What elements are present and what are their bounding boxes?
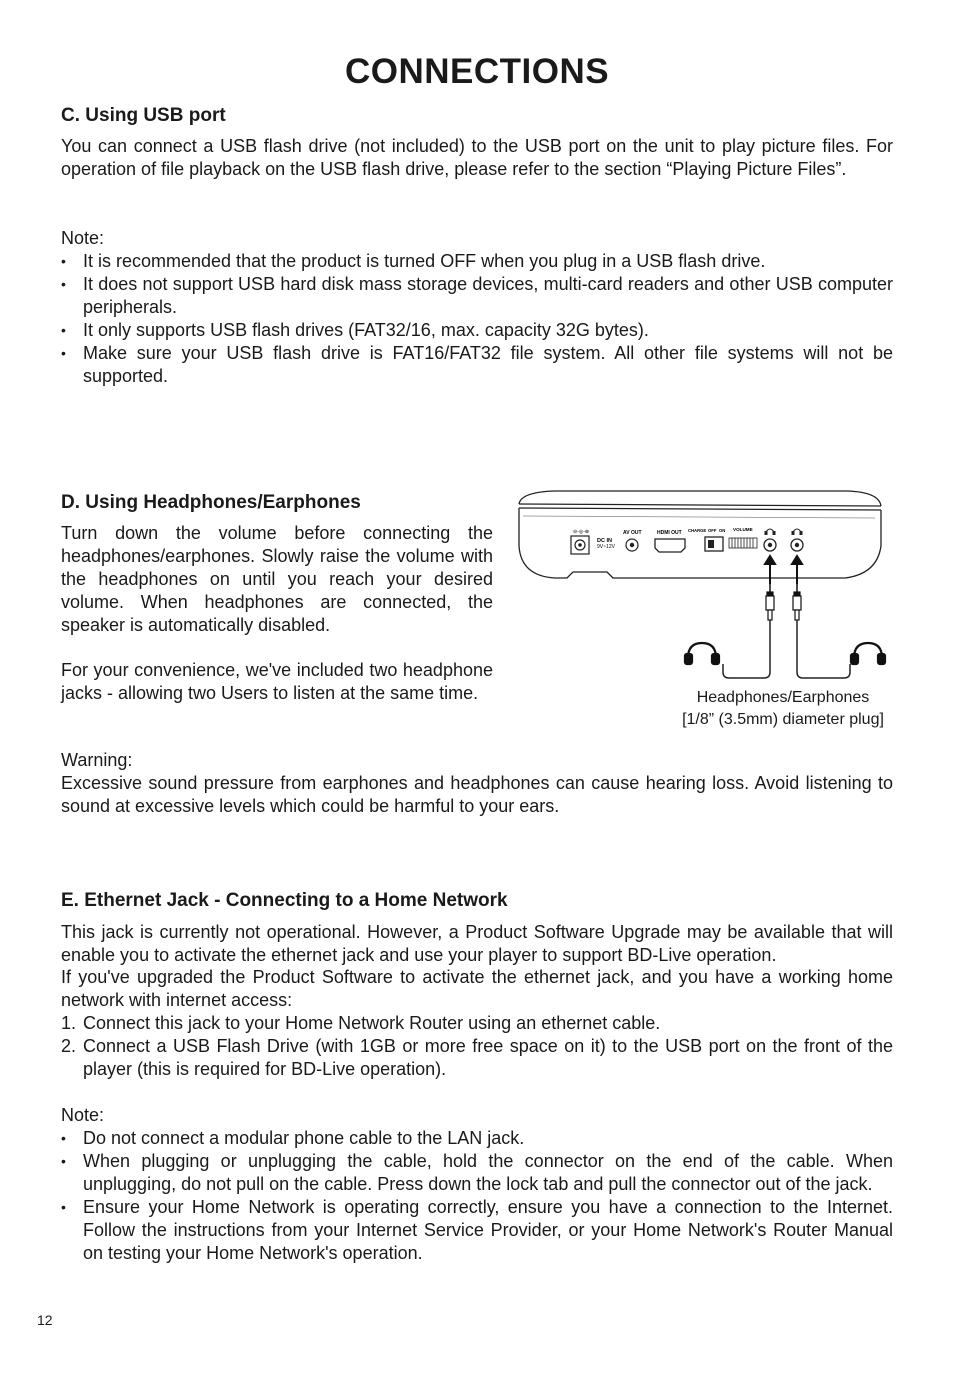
headphones-icon-right bbox=[851, 643, 885, 664]
headphones-paragraph-volume: Turn down the volume before connecting the headphones/earphones. Slowly raise the volume with the headphones on until you reach your desired volume. When headphones are connected, the speaker is automatically disabled. bbox=[61, 523, 493, 635]
ethernet-paragraph-upgrade: If you've upgraded the Product Software to activate the ethernet jack, and you have a working home network with internet access: bbox=[61, 967, 893, 1010]
usb-section-heading: C. Using USB port bbox=[61, 105, 226, 126]
diagram-caption-plug: [1/8” (3.5mm) diameter plug] bbox=[682, 711, 884, 728]
charge-label: CHARGE bbox=[688, 528, 707, 533]
step-text: Connect this jack to your Home Network Router using an ethernet cable. bbox=[83, 1013, 661, 1033]
usb-intro-paragraph: You can connect a USB flash drive (not included) to the USB port on the unit to play picture files. For operation of file playback on the USB flash drive, please refer to the section “Playing Picture Files”. bbox=[61, 136, 893, 179]
earphone-cable-1 bbox=[723, 620, 770, 678]
ethernet-notes-list bbox=[61, 1127, 893, 1265]
dc-in-jack bbox=[571, 529, 589, 554]
list-item: • Do not connect a modular phone cable to the LAN jack. bbox=[61, 1127, 893, 1150]
dc-in-label: DC IN bbox=[597, 538, 612, 544]
arrow-up-icon bbox=[765, 556, 802, 584]
diagram-caption-title: Headphones/Earphones bbox=[696, 689, 870, 706]
earphone-cable-2 bbox=[797, 620, 850, 678]
page-number: 12 bbox=[37, 1312, 53, 1328]
av-out-jack bbox=[626, 539, 638, 551]
earphone-plug-1 bbox=[766, 584, 774, 620]
headphone-icon bbox=[765, 529, 802, 535]
ethernet-steps-list bbox=[61, 1012, 893, 1081]
headphones-icon-left bbox=[685, 643, 719, 664]
list-item: • It is recommended that the product is turned OFF when you plug in a USB flash drive. bbox=[61, 250, 893, 273]
ethernet-section-heading: E. Ethernet Jack - Connecting to a Home Network bbox=[61, 890, 508, 911]
step-text: Connect a USB Flash Drive (with 1GB or more free space on it) to the USB port on the front of the player (this is required for BD-Live operation). bbox=[83, 1036, 893, 1079]
headphone-jack-2 bbox=[791, 539, 803, 551]
list-item: • When plugging or unplugging the cable, hold the connector on the end of the cable. When unplugging, do not pull on the cable. Press down the lock tab and pull the connector out of the jack. bbox=[61, 1150, 893, 1196]
list-item: • It only supports USB flash drives (FAT32/16, max. capacity 32G bytes). bbox=[61, 319, 893, 342]
list-item: • It does not support USB hard disk mass storage devices, multi-card readers and other USB computer peripherals. bbox=[61, 273, 893, 319]
dc-volt-label: 9V~12V bbox=[597, 544, 615, 550]
switch-on-label: ON bbox=[719, 528, 726, 533]
step-number: 2. bbox=[61, 1036, 77, 1056]
hdmi-out-label: HDMI OUT bbox=[657, 530, 682, 536]
usb-notes-list bbox=[61, 250, 893, 388]
switch-off-label: OFF bbox=[708, 528, 717, 533]
list-item bbox=[61, 1035, 893, 1081]
volume-wheel bbox=[729, 538, 757, 548]
warning-label: Warning: bbox=[61, 750, 133, 770]
headphones-paragraph-two-jacks: For your convenience, we've included two headphone jacks - allowing two Users to listen at the same time. bbox=[61, 660, 493, 703]
list-item: • Make sure your USB flash drive is FAT16/FAT32 file system. All other file systems will not be supported. bbox=[61, 342, 893, 388]
usb-note-label: Note: bbox=[61, 228, 105, 248]
av-out-label: AV OUT bbox=[623, 530, 642, 536]
svg-text:⊖-◎-⊕: ⊖-◎-⊕ bbox=[573, 529, 590, 535]
hdmi-port bbox=[655, 539, 685, 552]
headphone-jack-1 bbox=[764, 539, 776, 551]
ethernet-note-label: Note: bbox=[61, 1105, 105, 1125]
page-title: CONNECTIONS bbox=[344, 52, 610, 91]
warning-text: Excessive sound pressure from earphones and headphones can cause hearing loss. Avoid listening to sound at excessive levels which could be harmful to your ears. bbox=[61, 773, 893, 816]
power-switch bbox=[705, 537, 723, 551]
earphone-plug-2 bbox=[793, 584, 801, 620]
ethernet-paragraph-status: This jack is currently not operational. However, a Product Software Upgrade may be available that will enable you to activate the ethernet jack and use your player to support BD-Live operation. bbox=[61, 922, 893, 965]
list-item bbox=[61, 1012, 893, 1035]
headphones-section-heading: D. Using Headphones/Earphones bbox=[61, 492, 361, 513]
volume-label: VOLUME bbox=[733, 527, 753, 532]
step-number: 1. bbox=[61, 1013, 77, 1033]
list-item: • Ensure your Home Network is operating correctly, ensure you have a connection to the Internet. Follow the instructions from your Internet Service Provider, or your Home Network's Router Manual on testing your Home Network's operation. bbox=[61, 1196, 893, 1265]
